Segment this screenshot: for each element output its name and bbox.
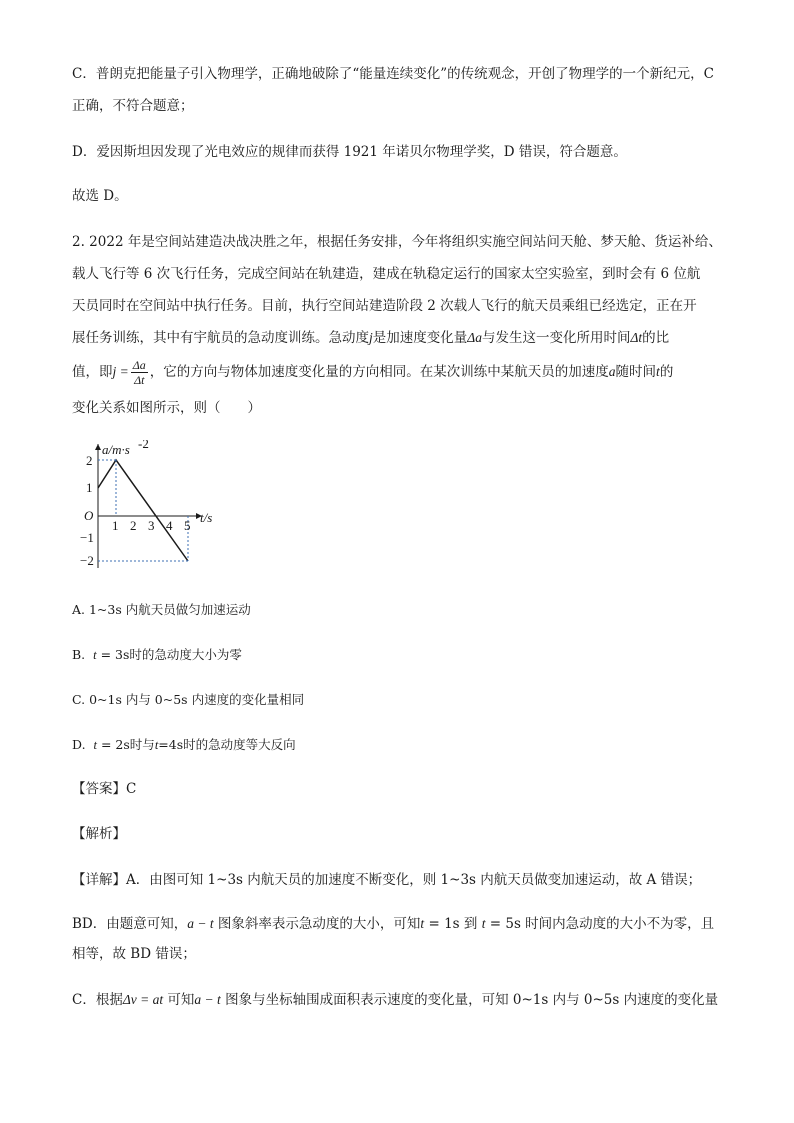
y-axis-label: a/m·s (102, 442, 130, 457)
jerk-fraction (131, 358, 148, 387)
x-tick-3: 3 (148, 518, 155, 533)
bd-t1-value: = 1s (424, 916, 460, 932)
x-axis-label: t/s (200, 510, 213, 525)
q2-line4-text-c: 与发生这一变化所用时间 (481, 330, 631, 346)
option-d-eq: = 2s (97, 737, 130, 752)
q2-stem-line6: 变化关系如图所示，则（ ） (72, 400, 261, 416)
q2-stem-line4 (72, 328, 669, 348)
option-b (72, 645, 242, 665)
var-t: t (656, 364, 660, 379)
analysis-tag: 【解析】 (72, 826, 126, 842)
option-d (72, 735, 296, 755)
acceleration-curve (98, 460, 188, 561)
x-tick-4: 4 (166, 518, 173, 533)
option-d-prefix: D. (72, 737, 86, 752)
x-tick-5: 5 (184, 518, 191, 533)
option-b-var: t (93, 648, 97, 662)
option-d-eq2: =4s (158, 737, 184, 752)
bd-t2-value: = 5s (485, 916, 521, 932)
var-a: a (608, 364, 616, 379)
prev-option-c-line2: 正确，不符合题意； (72, 98, 194, 114)
y-axis-label-exp: -2 (138, 440, 149, 451)
detail-line-bd (72, 914, 714, 934)
c-expr: a − t (194, 992, 221, 1007)
option-c: C. 0~1s 内与 0~5s 内速度的变化量相同 (72, 692, 305, 707)
answer-line (72, 779, 136, 799)
c-text-b: 可知 (163, 992, 195, 1008)
bd-t1: t (420, 916, 425, 931)
q2-stem-line3: 天员同时在空间站中执行任务。目前，执行空间站建造阶段 2 次载人飞行的航天员乘组已经选定，正在开 (72, 298, 697, 314)
fraction-numerator: Δa (132, 358, 146, 372)
bd-t2: t (481, 916, 486, 931)
prev-option-d-line: D．爱因斯坦因发现了光电效应的规律而获得 1921 年诺贝尔物理学奖，D 错误，符合题意。 (72, 144, 627, 160)
fraction-denominator: Δt (134, 373, 145, 387)
q2-line4-text-d: 的比 (642, 330, 670, 346)
option-d-text: 时的急动度等大反向 (183, 737, 296, 752)
q2-line4-text-a: 展任务训练，其中有宇航员的急动度训练。急动度 (72, 330, 369, 346)
y-tick-minus2: −2 (80, 553, 94, 568)
detail-line-bd2: 相等，故 BD 错误； (72, 946, 196, 962)
x-tick-2: 2 (130, 518, 137, 533)
prev-option-c-line1: C．普朗克把能量子引入物理学，正确地破除了“能量连续变化”的传统观念，开创了物理学的一个新纪元，C (72, 66, 714, 82)
prev-choose-line: 故选 D。 (72, 188, 128, 204)
q2-stem-line1: 2. 2022 年是空间站建造决战决胜之年，根据任务安排，今年将组织实施空间站问天舱、梦天舱、货运补给、 (72, 234, 722, 250)
detail-line-a: 【详解】A．由图可知 1~3s 内航天员的加速度不断变化，则 1~3s 内航天员做变加速运动，故 A 错误； (72, 872, 702, 888)
option-b-eq: = 3s (96, 647, 130, 662)
q2-stem-line5 (72, 356, 673, 388)
bd-expr: a − t (187, 916, 214, 931)
bd-text-b: 图象斜率表示急动度的大小，可知 (213, 916, 421, 932)
var-delta-a: Δa (467, 330, 482, 345)
c-formula: Δv = at (122, 992, 164, 1007)
option-d-var2: t (154, 738, 159, 752)
q2-line5-text-d: 的 (659, 364, 674, 380)
y-tick-2: 2 (86, 453, 93, 468)
bd-text-a: BD．由题意可知， (72, 916, 188, 932)
option-d-var: t (93, 738, 97, 752)
bd-text-c: 到 (459, 916, 482, 932)
option-a: A. 1~3s 内航天员做匀加速运动 (72, 602, 251, 617)
option-d-mid: 时与 (129, 737, 155, 752)
c-text-c: 图象与坐标轴围成面积表示速度的变化量，可知 0~1s 内与 0~5s 内速度的变化量 (220, 992, 719, 1008)
answer-tag: 【答案】 (72, 781, 126, 797)
var-delta-t: Δt (630, 330, 643, 345)
option-b-text: 时的急动度大小为零 (129, 647, 242, 662)
acceleration-time-graph (80, 440, 230, 575)
var-j: j (369, 330, 373, 345)
bd-text-d: 时间内急动度的大小不为零，且 (520, 916, 715, 932)
q2-line5-text-c: 随时间 (615, 364, 657, 380)
origin-label: O (84, 508, 94, 523)
q2-line5-text-a: 值，即 (72, 364, 113, 380)
y-tick-minus1: −1 (80, 530, 94, 545)
detail-line-c (72, 990, 718, 1010)
answer-value: C (126, 781, 137, 797)
q2-line4-text-b: 是加速度变化量 (372, 330, 468, 346)
formula-lhs: j = (112, 364, 129, 379)
c-text-a: C．根据 (72, 992, 123, 1008)
q2-line5-text-b: ，它的方向与物体加速度变化量的方向相同。在某次训练中某航天员的加速度 (149, 364, 609, 380)
y-tick-1: 1 (86, 480, 93, 495)
option-b-prefix: B. (72, 647, 86, 662)
q2-stem-line2: 载人飞行等 6 次飞行任务，完成空间站在轨建造，建成在轨稳定运行的国家太空实验室，到时会有 6 位航 (72, 266, 701, 282)
x-tick-1: 1 (112, 518, 119, 533)
